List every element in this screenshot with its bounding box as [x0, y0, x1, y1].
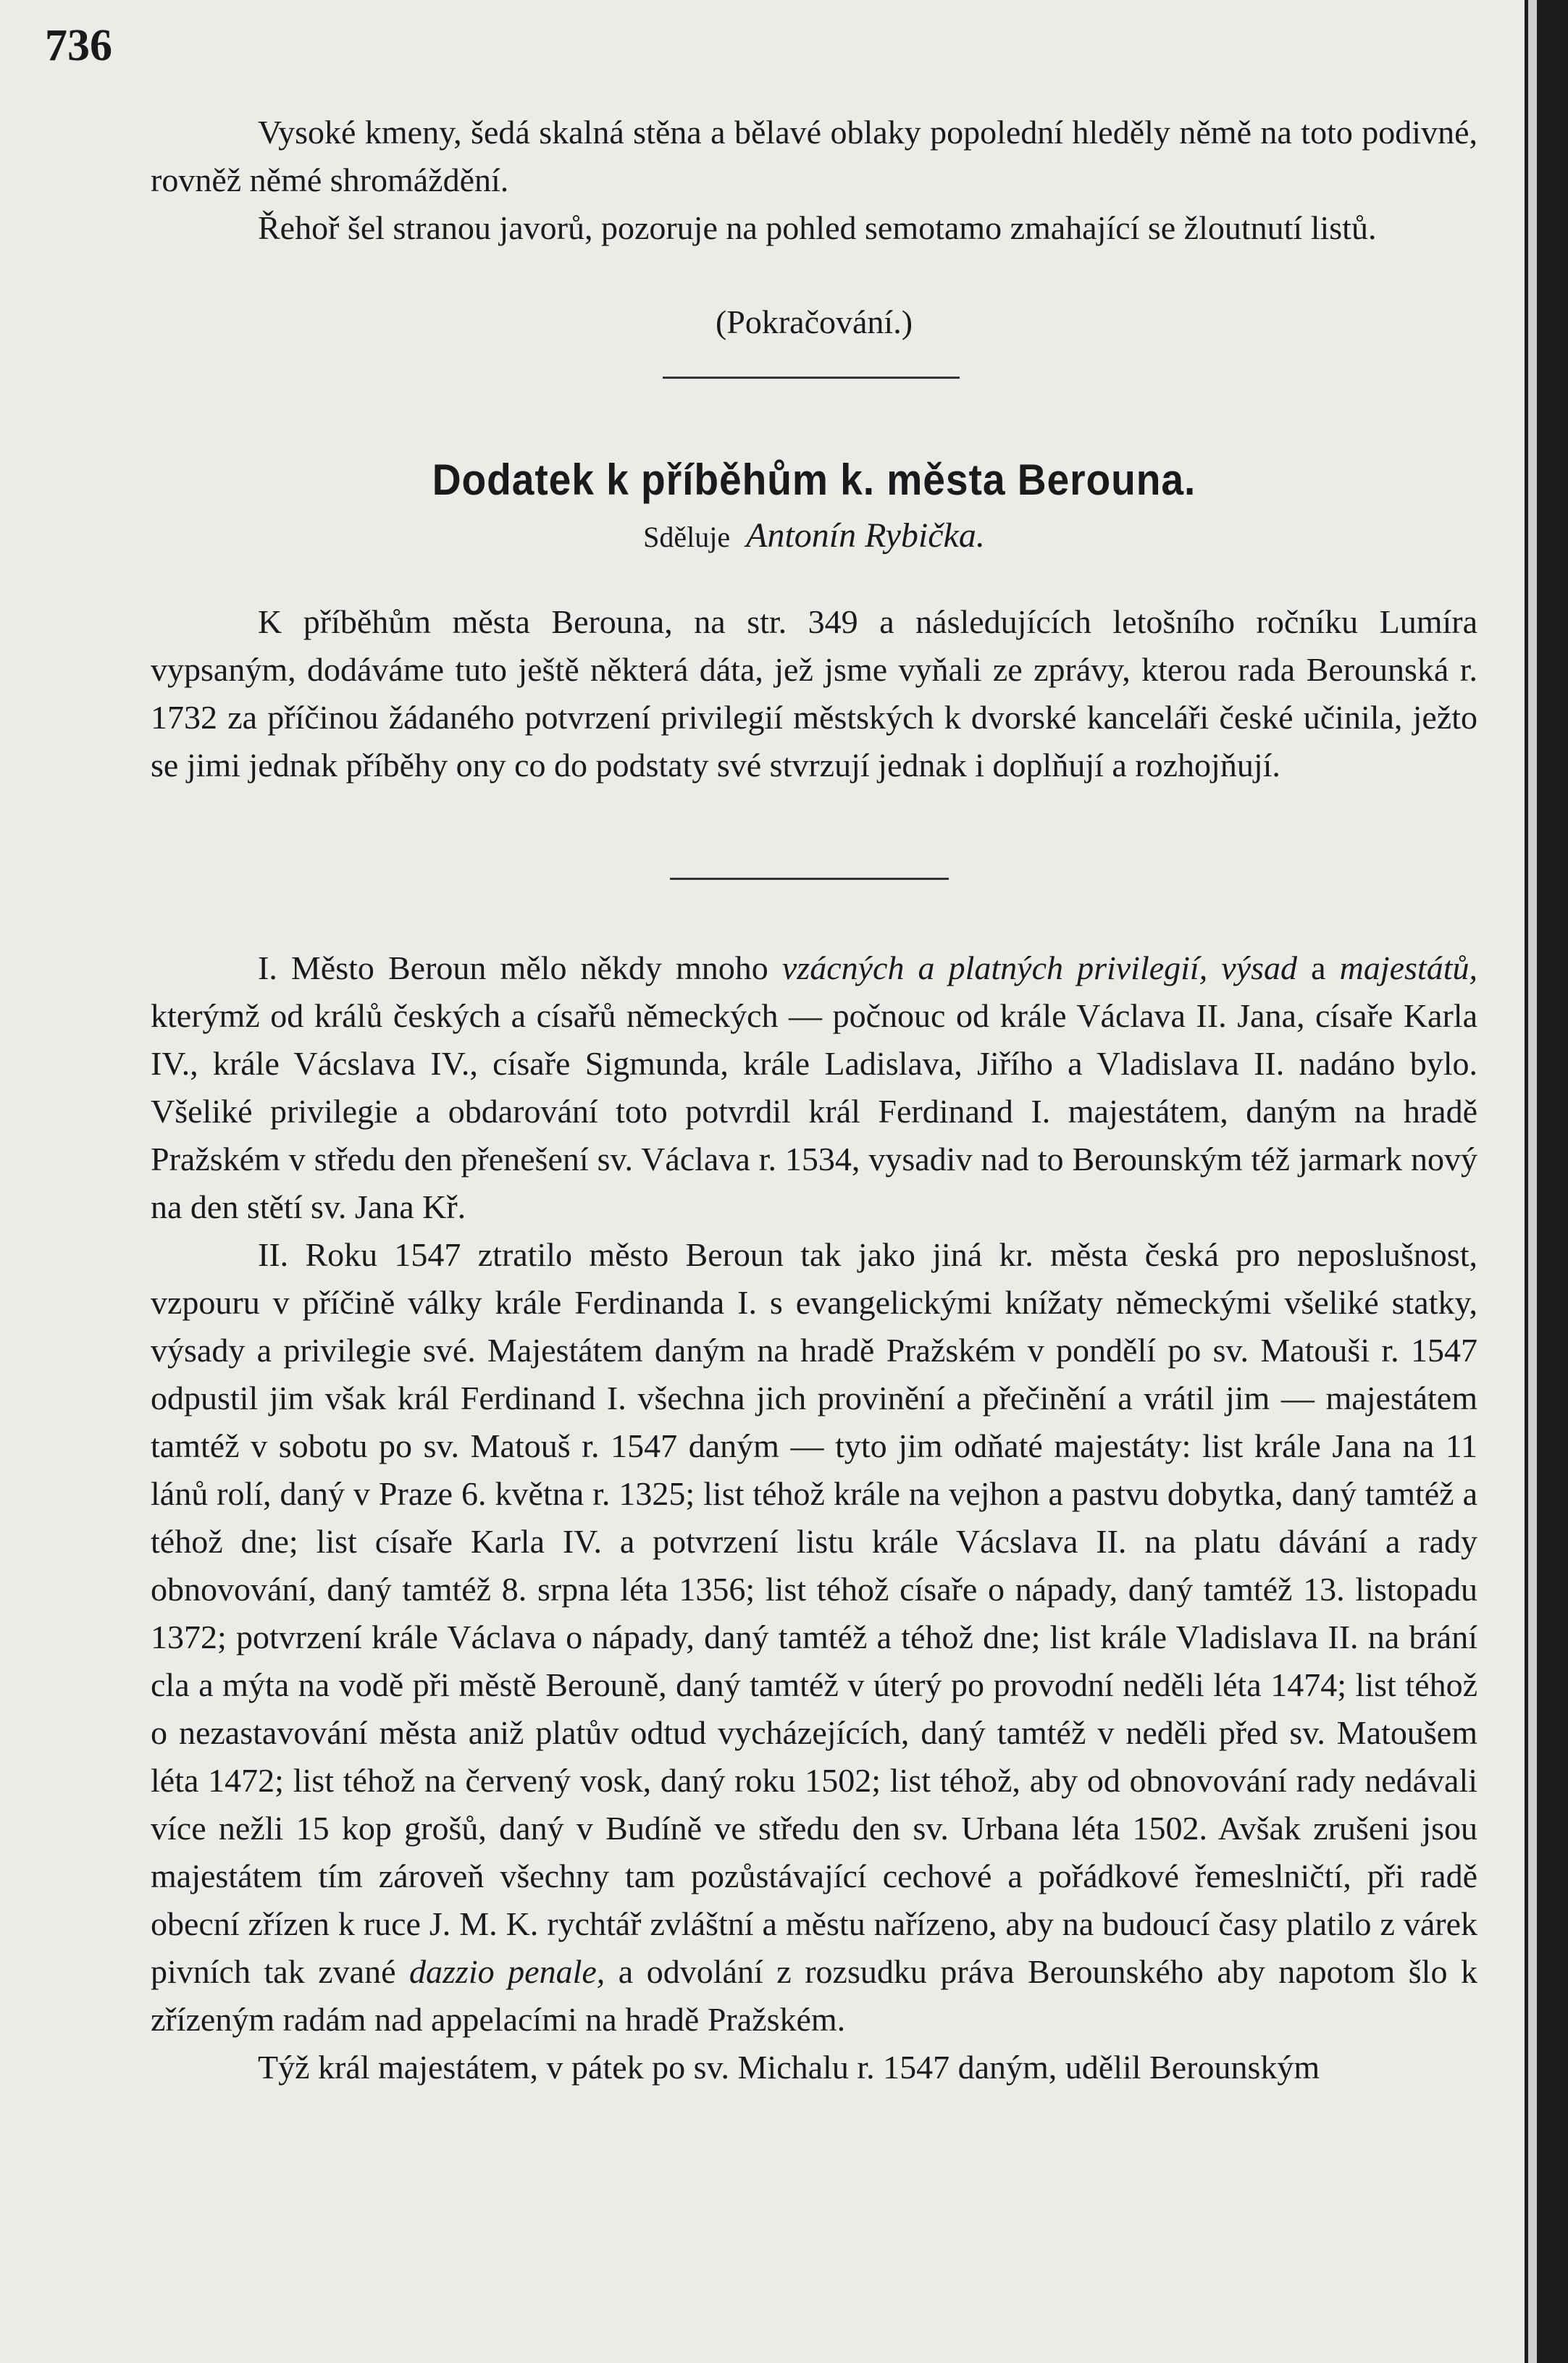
byline-label: Sděluje [643, 521, 731, 553]
page-edge [1528, 0, 1537, 2363]
story-ending [151, 109, 1477, 252]
section-1: I. Město Beroun mělo někdy mnoho vzácných a platných privilegií, výsad a majestátů, kterýmž od králů českých a císařů německých — počnouc od krále Václava II. Jana, císaře Karla IV., krále Vácslava IV., císaře Sigmunda, krále Ladislava, Jiřího a Vladislava II. nadáno bylo. Všeliké privilegie a obdarování toto potvrdil král Ferdinand I. majestátem, daným na hradě Pražském v středu den přenešení sv. Václava r. 1534, vysadiv nad to Berounským též jarmark nový na den stětí sv. Jana Kř. [151, 949, 1477, 1225]
intro-paragraph: Řehoř šel stranou javorů, pozoruje na pohled semotamo zmahající se žloutnutí listů. [258, 209, 1377, 246]
byline [151, 516, 1477, 555]
continuation-note: (Pokračování.) [715, 303, 913, 340]
lead-paragraph: K příběhům města Berouna, na str. 349 a následujících letošního ročníku Lumíra vypsaným, dodáváme tuto ještě některá dáta, jež jsme vyňali ze zprávy, kterou rada Berounská r. 1732 za příčinou žádaného potvrzení privilegií městských k dvorské kanceláři české učinila, ježto se jimi jednak příběhy ony co do podstaty své stvrzují jednak i doplňují a rozhojňují. [151, 603, 1477, 784]
article-title: Dodatek k příběhům k. města Berouna. [432, 456, 1196, 504]
byline-author: Antonín Rybička. [746, 516, 985, 555]
divider [670, 878, 949, 880]
section-2: II. Roku 1547 ztratilo město Beroun tak jako jiná kr. města česká pro neposlušnost, vzpouru v příčině války krále Ferdinanda I. s evangelickými knížaty německými všeliké statky, výsady a privilegie své. Majestátem daným na hradě Pražském v pondělí po sv. Matouši r. 1547 odpustil jim však král Ferdinand I. všechna jich provinění a přečinění a vrátil jim — majestátem tamtéž v sobotu po sv. Matouš r. 1547 daným — tyto jim odňaté majestáty: list krále Jana na 11 lánů rolí, daný v Praze 6. května r. 1325; list téhož krále na vejhon a pastvu dobytka, daný tamtéž a téhož dne; list císaře Karla IV. a potvrzení listu krále Vácslava II. na platu dávání a rady obnovování, daný tamtéž 8. srpna léta 1356; list téhož císaře o nápady, daný tamtéž 13. listopadu 1372; potvrzení krále Václava o nápady, daný tamtéž a téhož dne; list krále Vladislava II. na brání cla a mýta na vodě při městě Berouně, daný tamtéž v úterý po provodní neděli léta 1474; list téhož o nezastavování města aniž platův odtud vycházejících, daný tamtéž v neděli před sv. Matoušem léta 1472; list téhož na červený vosk, daný roku 1502; list téhož, aby od obnovování rady nedávali více nežli 15 kop grošů, daný v Budíně ve středu den sv. Urbana léta 1502. Avšak zrušeni jsou majestátem tím zároveň všechny tam pozůstávající cechové a pořádkové řemeslničtí, při radě obecní zřízen k ruce J. M. K. rychtář zvláštní a městu nařízeno, aby na budoucí časy platilo z várek pivních tak zvané dazzio penale, a odvolání z rozsudku práva Berounského aby napotom šlo k zřízeným radám nad appelacími na hradě Pražském. [151, 1236, 1477, 2038]
divider [663, 377, 960, 379]
intro-paragraph: Vysoké kmeny, šedá skalná stěna a bělavé oblaky popolední hleděly němě na toto podivné, rovněž němé shromáždění. [151, 114, 1477, 198]
last-paragraph: Týž král majestátem, v pátek po sv. Michalu r. 1547 daným, udělil Berounským [258, 2049, 1320, 2086]
page-number: 736 [45, 21, 112, 70]
lead-section [151, 598, 1477, 789]
numbered-sections [151, 944, 1477, 2091]
